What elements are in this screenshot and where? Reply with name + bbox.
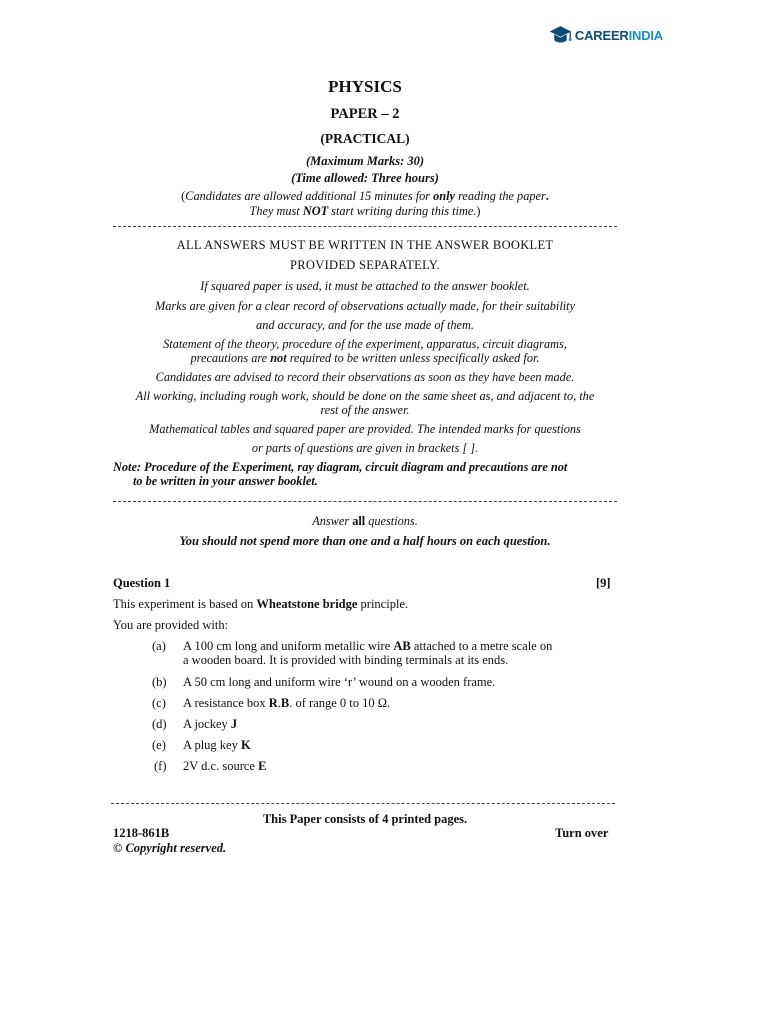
- list-item: A plug key K: [183, 738, 251, 752]
- careerindia-logo: [548, 20, 663, 50]
- paper-number: PAPER – 2: [330, 106, 400, 122]
- list-item: A jockey J: [183, 717, 238, 731]
- instruction-caps-line1: ALL ANSWERS MUST BE WRITTEN IN THE ANSWER BOOKLET: [176, 238, 554, 252]
- instruction-line: Statement of the theory, procedure of the experiment, apparatus, circuit diagrams,: [163, 337, 567, 351]
- time-allowed: (Time allowed: Three hours): [291, 171, 439, 185]
- answer-instruction: Answer all questions.: [312, 514, 418, 528]
- reading-time-line2: They must NOT start writing during this time.): [249, 204, 481, 218]
- paper-type: (PRACTICAL): [320, 131, 410, 146]
- reading-time-line1: (Candidates are allowed additional 15 minutes for only reading the paper.: [181, 189, 549, 203]
- item-letter: (b): [152, 675, 167, 689]
- list-item: 2V d.c. source E: [183, 759, 267, 773]
- instruction-line: Mathematical tables and squared paper are provided. The intended marks for questions: [149, 422, 581, 436]
- instruction-caps-line2: PROVIDED SEPARATELY.: [290, 258, 440, 272]
- turn-over: Turn over: [555, 826, 609, 840]
- list-item: A 100 cm long and uniform metallic wire AB attached to a metre scale on a wooden board. It is provided with binding terminals at its ends.: [183, 639, 553, 667]
- item-letter: (a): [152, 639, 166, 653]
- item-letter: (e): [152, 738, 166, 752]
- question-heading: Question 1: [113, 576, 171, 590]
- divider-bottom: [111, 803, 615, 804]
- instruction-line: rest of the answer.: [320, 403, 410, 417]
- instruction-line: If squared paper is used, it must be attached to the answer booklet.: [200, 279, 530, 293]
- provided-with: You are provided with:: [113, 618, 229, 632]
- graduation-cap-icon: [548, 22, 573, 48]
- instruction-line: Marks are given for a clear record of observations actually made, for their suitability: [154, 299, 576, 313]
- divider-middle: [113, 501, 617, 502]
- copyright: © Copyright reserved.: [113, 841, 227, 855]
- list-item: A 50 cm long and uniform wire ‘r’ wound on a wooden frame.: [183, 675, 496, 689]
- question-marks: [9]: [596, 576, 611, 590]
- instruction-line: Candidates are advised to record their observations as soon as they have been made.: [155, 370, 575, 384]
- item-letter: (f): [154, 759, 167, 773]
- item-letter: (d): [152, 717, 167, 731]
- paper-code: 1218-861B: [113, 826, 170, 840]
- time-advice: You should not spend more than one and a half hours on each question.: [179, 534, 551, 548]
- page-count: This Paper consists of 4 printed pages.: [262, 812, 468, 826]
- instruction-line: or parts of questions are given in brackets [ ].: [251, 441, 479, 455]
- instruction-line: precautions are not required to be written unless specifically asked for.: [190, 351, 540, 365]
- logo-text: CAREERINDIA: [574, 27, 663, 43]
- list-item: A resistance box R.B. of range 0 to 10 Ω.: [183, 696, 391, 710]
- item-letter: (c): [152, 696, 166, 710]
- divider-top: [113, 226, 617, 227]
- question-intro: This experiment is based on Wheatstone bridge principle.: [113, 597, 409, 611]
- max-marks: (Maximum Marks: 30): [305, 154, 425, 168]
- instruction-line: and accuracy, and for the use made of them.: [256, 318, 474, 332]
- note: Note: Procedure of the Experiment, ray diagram, circuit diagram and precautions are not to be written in your answer booklet.: [113, 460, 568, 488]
- instruction-line: All working, including rough work, should be done on the same sheet as, and adjacent to, the: [135, 389, 595, 403]
- subject-title: PHYSICS: [328, 77, 402, 96]
